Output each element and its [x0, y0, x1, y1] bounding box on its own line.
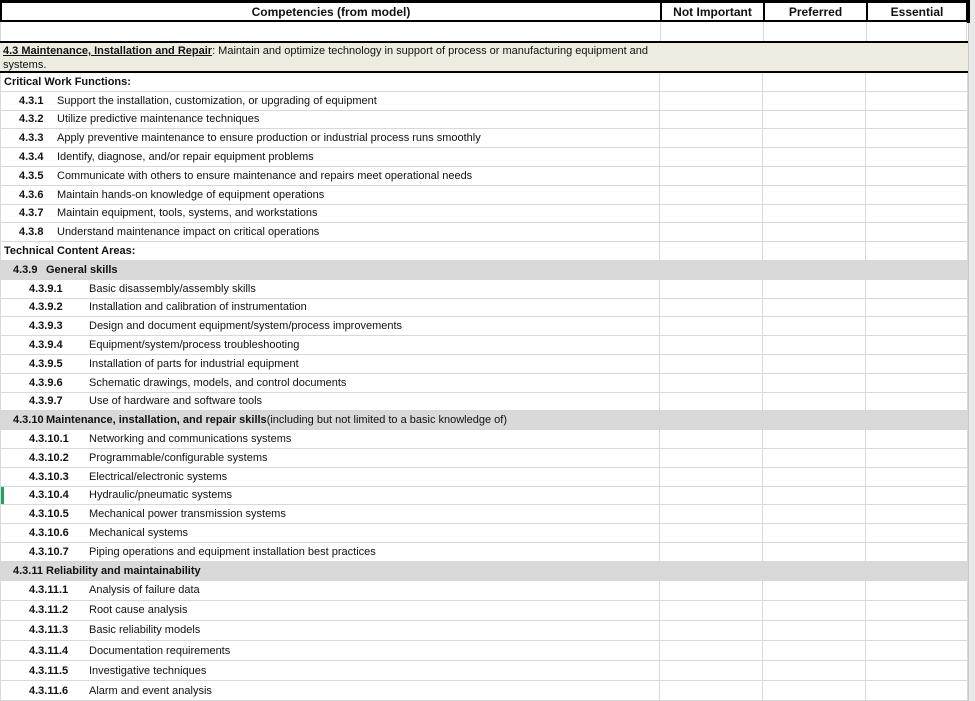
- not-important-cell[interactable]: [660, 562, 763, 580]
- empty-competency-cell[interactable]: [1, 22, 661, 41]
- preferred-cell[interactable]: [763, 317, 866, 335]
- competency-cell[interactable]: [1, 280, 660, 298]
- not-important-cell[interactable]: [660, 280, 763, 298]
- preferred-cell[interactable]: [763, 374, 866, 392]
- row-text: Reliability and maintainability: [46, 564, 201, 577]
- table-row: [0, 430, 968, 449]
- not-important-cell[interactable]: [660, 487, 763, 505]
- essential-cell[interactable]: [866, 317, 968, 335]
- not-important-cell[interactable]: [660, 111, 763, 129]
- not-important-cell[interactable]: [660, 129, 763, 147]
- essential-cell[interactable]: [866, 543, 968, 561]
- row-text: Programmable/configurable systems: [89, 451, 268, 464]
- header-competencies[interactable]: Competencies (from model): [2, 3, 662, 20]
- competency-cell[interactable]: [1, 111, 660, 129]
- competency-cell[interactable]: [1, 223, 660, 241]
- row-number: 4.3.10.5: [29, 508, 69, 521]
- row-number: 4.3.5: [19, 169, 44, 182]
- competency-cell[interactable]: [1, 355, 660, 373]
- competency-cell[interactable]: [1, 261, 660, 279]
- row-text: Design and document equipment/system/process improvements: [89, 320, 403, 333]
- preferred-cell[interactable]: [763, 641, 866, 660]
- essential-cell[interactable]: [866, 681, 968, 700]
- table-rows: [0, 73, 968, 701]
- header-preferred[interactable]: Preferred: [765, 3, 868, 20]
- essential-cell[interactable]: [866, 92, 968, 110]
- preferred-cell[interactable]: [763, 355, 866, 373]
- preferred-cell[interactable]: [763, 562, 866, 580]
- competency-cell[interactable]: [1, 661, 660, 680]
- row-number: 4.3.10.6: [29, 527, 69, 540]
- row-text-suffix: (including but not limited to a basic knowledge of): [266, 414, 507, 427]
- preferred-cell[interactable]: [763, 581, 866, 600]
- row-text: Electrical/electronic systems: [89, 470, 228, 483]
- essential-cell[interactable]: [866, 129, 968, 147]
- section-title: 4.3 Maintenance, Installation and Repair: [3, 45, 213, 57]
- not-important-cell[interactable]: [660, 186, 763, 204]
- row-number: 4.3.9.5: [29, 357, 63, 370]
- table-row: [0, 355, 968, 374]
- preferred-cell[interactable]: [763, 601, 866, 620]
- preferred-cell[interactable]: [763, 505, 866, 523]
- table-row: [0, 661, 968, 681]
- table-row: [0, 111, 968, 130]
- row-text: Identify, diagnose, and/or repair equipment problems: [57, 151, 314, 164]
- table-row: [0, 186, 968, 205]
- row-text: Mechanical systems: [89, 527, 189, 540]
- essential-cell[interactable]: [866, 355, 968, 373]
- table-row: [0, 261, 968, 280]
- row-text: Installation of parts for industrial equipment: [89, 357, 299, 370]
- essential-cell[interactable]: [866, 336, 968, 354]
- preferred-cell[interactable]: [763, 543, 866, 561]
- table-row: [0, 374, 968, 393]
- competency-cell[interactable]: [1, 317, 660, 335]
- preferred-cell[interactable]: [763, 661, 866, 680]
- not-important-cell[interactable]: [660, 601, 763, 620]
- row-number: 4.3.1: [19, 94, 44, 107]
- competency-cell[interactable]: [1, 186, 660, 204]
- not-important-cell[interactable]: [660, 681, 763, 700]
- essential-cell[interactable]: [866, 223, 968, 241]
- row-number: 4.3.10: [13, 414, 44, 427]
- competency-cell[interactable]: [1, 681, 660, 700]
- section-description: : Maintain and optimize technology in support of process or manufacturing equipment and systems.: [3, 45, 649, 71]
- essential-cell[interactable]: [866, 111, 968, 129]
- row-number: 4.3.11.4: [29, 644, 69, 657]
- not-important-cell[interactable]: [660, 524, 763, 542]
- essential-cell[interactable]: [866, 661, 968, 680]
- empty-essential-cell[interactable]: [867, 22, 967, 41]
- competency-cell[interactable]: [1, 374, 660, 392]
- row-text: Networking and communications systems: [89, 433, 292, 446]
- row-number: 4.3.11: [13, 564, 43, 577]
- not-important-cell[interactable]: [660, 299, 763, 317]
- competency-cell[interactable]: [1, 601, 660, 620]
- competency-cell[interactable]: [1, 299, 660, 317]
- not-important-cell[interactable]: [660, 411, 763, 429]
- row-text: Apply preventive maintenance to ensure production or industrial process runs smoothly: [57, 132, 481, 145]
- not-important-cell[interactable]: [660, 148, 763, 166]
- competency-cell[interactable]: [1, 487, 660, 505]
- essential-cell[interactable]: [866, 430, 968, 448]
- table-row: [0, 92, 968, 111]
- row-text: Support the installation, customization, or upgrading of equipment: [57, 94, 377, 107]
- competency-cell[interactable]: [1, 468, 660, 486]
- row-number: 4.3.10.3: [29, 470, 69, 483]
- row-number: 4.3.9.1: [29, 282, 63, 295]
- competency-cell[interactable]: [1, 393, 660, 411]
- essential-cell[interactable]: [866, 261, 968, 279]
- essential-cell[interactable]: [866, 581, 968, 600]
- preferred-cell[interactable]: [763, 430, 866, 448]
- preferred-cell[interactable]: [763, 223, 866, 241]
- essential-cell[interactable]: [866, 524, 968, 542]
- preferred-cell[interactable]: [763, 411, 866, 429]
- not-important-cell[interactable]: [660, 468, 763, 486]
- competency-cell[interactable]: [1, 621, 660, 640]
- table-row: [0, 581, 968, 601]
- row-text: Analysis of failure data: [89, 584, 200, 597]
- row-number: 4.3.6: [19, 188, 44, 201]
- section-banner-text: [3, 44, 659, 72]
- table-row: [0, 317, 968, 336]
- table-row: [0, 242, 968, 261]
- preferred-cell[interactable]: [763, 111, 866, 129]
- not-important-cell[interactable]: [660, 543, 763, 561]
- preferred-cell[interactable]: [763, 487, 866, 505]
- row-number: 4.3.10.4: [29, 489, 69, 502]
- row-number: 4.3.7: [19, 207, 44, 220]
- table-row: [0, 393, 968, 412]
- row-text: Communicate with others to ensure maintenance and repairs meet operational needs: [57, 169, 473, 182]
- table-row: [0, 73, 968, 92]
- row-text: Basic reliability models: [89, 624, 201, 637]
- competency-cell[interactable]: [1, 641, 660, 660]
- row-text: Use of hardware and software tools: [89, 395, 263, 408]
- row-text: Utilize predictive maintenance techniques: [57, 113, 260, 126]
- row-number: 4.3.4: [19, 151, 44, 164]
- essential-cell[interactable]: [866, 601, 968, 620]
- table-row: [0, 223, 968, 242]
- competency-cell[interactable]: [1, 505, 660, 523]
- essential-cell[interactable]: [866, 299, 968, 317]
- row-text: Documentation requirements: [89, 644, 231, 657]
- table-row: [0, 205, 968, 224]
- preferred-cell[interactable]: [763, 129, 866, 147]
- preferred-cell[interactable]: [763, 186, 866, 204]
- competency-cell[interactable]: [1, 129, 660, 147]
- competency-cell[interactable]: [1, 167, 660, 185]
- header-essential[interactable]: Essential: [868, 3, 968, 20]
- table-row: [0, 336, 968, 355]
- row-number: 4.3.2: [19, 113, 44, 126]
- preferred-cell[interactable]: [763, 73, 866, 91]
- preferred-cell[interactable]: [763, 242, 866, 260]
- row-number: 4.3.3: [19, 132, 44, 145]
- competency-cell[interactable]: [1, 336, 660, 354]
- essential-cell[interactable]: [866, 242, 968, 260]
- row-number: 4.3.10.2: [29, 451, 69, 464]
- competency-cell[interactable]: [1, 148, 660, 166]
- row-number: 4.3.8: [19, 226, 44, 239]
- row-text: Investigative techniques: [89, 664, 207, 677]
- table-row: [0, 129, 968, 148]
- row-number: 4.3.9.6: [29, 376, 63, 389]
- empty-not-important-cell[interactable]: [661, 22, 764, 41]
- active-cell-marker: [1, 487, 4, 505]
- not-important-cell[interactable]: [660, 336, 763, 354]
- preferred-cell[interactable]: [763, 681, 866, 700]
- table-row: [0, 621, 968, 641]
- sheet-edge: [968, 0, 975, 701]
- row-text: Installation and calibration of instrumentation: [89, 301, 307, 314]
- competency-cell[interactable]: [1, 543, 660, 561]
- not-important-cell[interactable]: [660, 261, 763, 279]
- not-important-cell[interactable]: [660, 355, 763, 373]
- competency-cell[interactable]: [1, 411, 660, 429]
- preferred-cell[interactable]: [763, 449, 866, 467]
- not-important-cell[interactable]: [660, 317, 763, 335]
- preferred-cell[interactable]: [763, 468, 866, 486]
- empty-preferred-cell[interactable]: [764, 22, 867, 41]
- row-number: 4.3.10.7: [29, 545, 69, 558]
- row-number: 4.3.10.1: [29, 433, 69, 446]
- row-number: 4.3.11.6: [29, 684, 69, 697]
- preferred-cell[interactable]: [763, 621, 866, 640]
- essential-cell[interactable]: [866, 167, 968, 185]
- essential-cell[interactable]: [866, 641, 968, 660]
- table-row: [0, 487, 968, 506]
- essential-cell[interactable]: [866, 449, 968, 467]
- preferred-cell[interactable]: [763, 393, 866, 411]
- header-not-important[interactable]: Not Important: [662, 3, 765, 20]
- preferred-cell[interactable]: [763, 336, 866, 354]
- essential-cell[interactable]: [866, 621, 968, 640]
- table-row: [0, 681, 968, 701]
- not-important-cell[interactable]: [660, 92, 763, 110]
- essential-cell[interactable]: [866, 280, 968, 298]
- table-row: [0, 505, 968, 524]
- competency-cell[interactable]: [1, 562, 660, 580]
- essential-cell[interactable]: [866, 562, 968, 580]
- competency-cell[interactable]: [1, 449, 660, 467]
- not-important-cell[interactable]: [660, 641, 763, 660]
- essential-cell[interactable]: [866, 374, 968, 392]
- not-important-cell[interactable]: [660, 73, 763, 91]
- table-row: [0, 148, 968, 167]
- row-number: 4.3.9.4: [29, 339, 63, 352]
- section-banner: [0, 41, 968, 73]
- row-text: Piping operations and equipment installation best practices: [89, 545, 376, 558]
- preferred-cell[interactable]: [763, 167, 866, 185]
- row-text: Maintain equipment, tools, systems, and workstations: [57, 207, 318, 220]
- row-text: Understand maintenance impact on critical operations: [57, 226, 320, 239]
- competency-cell[interactable]: [1, 430, 660, 448]
- preferred-cell[interactable]: [763, 92, 866, 110]
- row-number: 4.3.9.7: [29, 395, 63, 408]
- preferred-cell[interactable]: [763, 261, 866, 279]
- row-text: Hydraulic/pneumatic systems: [89, 489, 233, 502]
- group-label: Technical Content Areas:: [4, 245, 136, 258]
- not-important-cell[interactable]: [660, 430, 763, 448]
- essential-cell[interactable]: [866, 73, 968, 91]
- not-important-cell[interactable]: [660, 374, 763, 392]
- row-text: Schematic drawings, models, and control documents: [89, 376, 347, 389]
- row-number: 4.3.9: [13, 263, 38, 276]
- not-important-cell[interactable]: [660, 505, 763, 523]
- preferred-cell[interactable]: [763, 148, 866, 166]
- table-row: [0, 468, 968, 487]
- essential-cell[interactable]: [866, 186, 968, 204]
- row-text: Basic disassembly/assembly skills: [89, 282, 256, 295]
- essential-cell[interactable]: [866, 468, 968, 486]
- essential-cell[interactable]: [866, 148, 968, 166]
- spacer-row: [0, 22, 968, 41]
- row-text: Maintain hands-on knowledge of equipment operations: [57, 188, 325, 201]
- table-row: [0, 562, 968, 581]
- row-text: Equipment/system/process troubleshooting: [89, 339, 300, 352]
- essential-cell[interactable]: [866, 411, 968, 429]
- header-border-edge: [967, 0, 970, 23]
- essential-cell[interactable]: [866, 393, 968, 411]
- essential-cell[interactable]: [866, 505, 968, 523]
- row-number: 4.3.9.3: [29, 320, 63, 333]
- preferred-cell[interactable]: [763, 299, 866, 317]
- table-row: [0, 299, 968, 318]
- table-row: [0, 280, 968, 299]
- table-row: [0, 167, 968, 186]
- competency-cell[interactable]: [1, 205, 660, 223]
- not-important-cell[interactable]: [660, 167, 763, 185]
- table-row: [0, 524, 968, 543]
- group-label: Critical Work Functions:: [4, 75, 131, 88]
- table-header-row: [0, 0, 968, 22]
- table-row: [0, 449, 968, 468]
- not-important-cell[interactable]: [660, 223, 763, 241]
- table-row: [0, 411, 968, 430]
- row-text: General skills: [46, 263, 118, 276]
- not-important-cell[interactable]: [660, 581, 763, 600]
- row-number: 4.3.11.1: [29, 584, 69, 597]
- essential-cell[interactable]: [866, 487, 968, 505]
- table-row: [0, 601, 968, 621]
- competency-cell[interactable]: [1, 524, 660, 542]
- preferred-cell[interactable]: [763, 205, 866, 223]
- competency-cell[interactable]: [1, 581, 660, 600]
- not-important-cell[interactable]: [660, 393, 763, 411]
- not-important-cell[interactable]: [660, 242, 763, 260]
- row-text: Root cause analysis: [89, 604, 188, 617]
- row-number: 4.3.11.2: [29, 604, 69, 617]
- not-important-cell[interactable]: [660, 449, 763, 467]
- not-important-cell[interactable]: [660, 661, 763, 680]
- preferred-cell[interactable]: [763, 280, 866, 298]
- table-row: [0, 543, 968, 562]
- row-number: 4.3.9.2: [29, 301, 63, 314]
- essential-cell[interactable]: [866, 205, 968, 223]
- competency-cell[interactable]: [1, 92, 660, 110]
- row-text: Mechanical power transmission systems: [89, 508, 286, 521]
- row-text: Alarm and event analysis: [89, 684, 212, 697]
- preferred-cell[interactable]: [763, 524, 866, 542]
- not-important-cell[interactable]: [660, 621, 763, 640]
- not-important-cell[interactable]: [660, 205, 763, 223]
- row-number: 4.3.11.5: [29, 664, 69, 677]
- competency-cell[interactable]: [1, 73, 660, 91]
- table-row: [0, 641, 968, 661]
- competency-cell[interactable]: [1, 242, 660, 260]
- row-number: 4.3.11.3: [29, 624, 69, 637]
- row-text: Maintenance, installation, and repair skills: [46, 414, 267, 427]
